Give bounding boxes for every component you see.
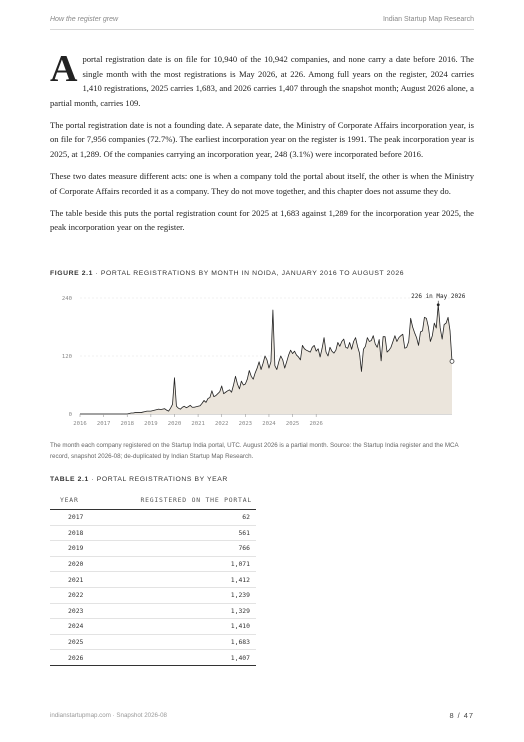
table-cell-year: 2018: [50, 525, 97, 541]
table-title: PORTAL REGISTRATIONS BY YEAR: [96, 476, 228, 483]
peak-annotation: 226 in May 2026: [411, 292, 466, 300]
table-row: [50, 510, 256, 526]
table-header-row: [50, 490, 256, 510]
running-head-chapter: How the register grew: [50, 16, 119, 23]
x-tick-label: 2018: [120, 421, 134, 427]
figure-separator: ·: [95, 270, 99, 277]
table-cell-year: 2025: [50, 634, 97, 650]
figure-note: The month each company registered on the Startup India portal, UTC. August 2026 is a partial month. Source: the Startup India register and the MCA record, snapshot 2026-08; de-duplicated by Indian Startup Map Research.: [50, 442, 459, 460]
x-tick-label: 2021: [191, 421, 205, 427]
table-cell-year: 2021: [50, 572, 97, 588]
x-tick-label: 2019: [144, 421, 158, 427]
figure-title: PORTAL REGISTRATIONS BY MONTH IN NOIDA, JANUARY 2016 TO AUGUST 2026: [100, 270, 405, 277]
table-number: TABLE 2.1: [50, 476, 89, 483]
x-tick-label: 2016: [73, 421, 87, 427]
figure-caption: [50, 270, 480, 277]
table-separator: ·: [91, 476, 95, 483]
x-tick-label: 2022: [214, 421, 229, 427]
table-cell-count: 1,329: [97, 603, 256, 619]
table-row: [50, 603, 256, 619]
y-tick-label: 0: [68, 412, 72, 418]
footer-source: indianstartupmap.com · Snapshot 2026-08: [50, 712, 167, 719]
paragraph-1: [50, 48, 474, 110]
x-tick-label: 2017: [96, 421, 111, 427]
paragraph-2: The portal registration date is not a founding date. A separate date, the Ministry of Corporate Affairs incorporation year, is on file for 7,956 companies (72.7%). The earliest incorporation year on the register is 1991. The peak incorporation year is 2025, at 1,289. Of the companies carrying an incorporation year, 248 (3.1%) were incorporated before 2016.: [50, 119, 474, 159]
table-cell-year: 2020: [50, 556, 97, 572]
column-header-year: YEAR: [50, 490, 97, 510]
body-text: [50, 48, 474, 242]
table-caption: [50, 476, 228, 483]
table-cell-count: 1,407: [97, 650, 256, 666]
page-number: 8 / 47: [449, 711, 474, 720]
paragraph-1-text: portal registration date is on file for 10,940 of the 10,942 companies, and none carry a date before 2016. The single month with the most registrations is May 2026, at 226. Among full years on the register, 2024 carries 1,410 registrations, 2025 carries 1,683, and 2026 carries 1,407 through the snapshot month; August 2026 alone, a partial month, carries 109.: [50, 54, 474, 108]
table-row: [50, 650, 256, 666]
paragraph-3: These two dates measure different acts: one is when a company told the portal about itself, the other is when the Ministry of Corporate Affairs recorded it as a company. They do not move together, and this chapter does not assume they do.: [50, 170, 474, 196]
running-head-publication: Indian Startup Map Research: [382, 16, 474, 23]
table-cell-year: 2019: [50, 541, 97, 557]
table-row: [50, 587, 256, 603]
table-row: [50, 572, 256, 588]
table-row: [50, 556, 256, 572]
x-tick-label: 2026: [309, 421, 323, 427]
table-cell-count: 1,412: [97, 572, 256, 588]
table-row: [50, 634, 256, 650]
peak-marker: [437, 303, 440, 306]
figure-number: FIGURE 2.1: [50, 270, 94, 277]
table-cell-year: 2024: [50, 619, 97, 635]
table-row: [50, 525, 256, 541]
table-cell-count: 62: [97, 510, 256, 526]
drop-cap: A: [50, 48, 78, 90]
x-tick-label: 2020: [167, 421, 182, 427]
x-tick-label: 2025: [285, 421, 300, 427]
registrations-table: [50, 490, 256, 666]
registrations-chart: [50, 286, 474, 434]
table-cell-count: 1,410: [97, 619, 256, 635]
table-row: [50, 619, 256, 635]
x-tick-label: 2024: [262, 421, 276, 427]
last-point-marker: [450, 359, 454, 363]
table-row: [50, 541, 256, 557]
column-header-count: REGISTERED ON THE PORTAL: [97, 490, 256, 510]
table-cell-year: 2017: [50, 510, 97, 526]
paragraph-4: The table beside this puts the portal registration count for 2025 at 1,683 against 1,289 for the incorporation year 2025, the peak incorporation year on the register.: [50, 207, 474, 233]
table-cell-year: 2022: [50, 587, 97, 603]
running-head: [50, 15, 474, 30]
y-tick-label: 240: [61, 296, 72, 302]
table-cell-count: 766: [97, 541, 256, 557]
table-cell-count: 1,239: [97, 587, 256, 603]
table-cell-year: 2023: [50, 603, 97, 619]
table-cell-count: 1,683: [97, 634, 256, 650]
table-cell-count: 561: [97, 525, 256, 541]
table-cell-year: 2026: [50, 650, 97, 666]
y-tick-label: 120: [61, 354, 72, 360]
table-cell-count: 1,071: [97, 556, 256, 572]
series-area: [80, 305, 452, 414]
x-tick-label: 2023: [238, 421, 253, 427]
